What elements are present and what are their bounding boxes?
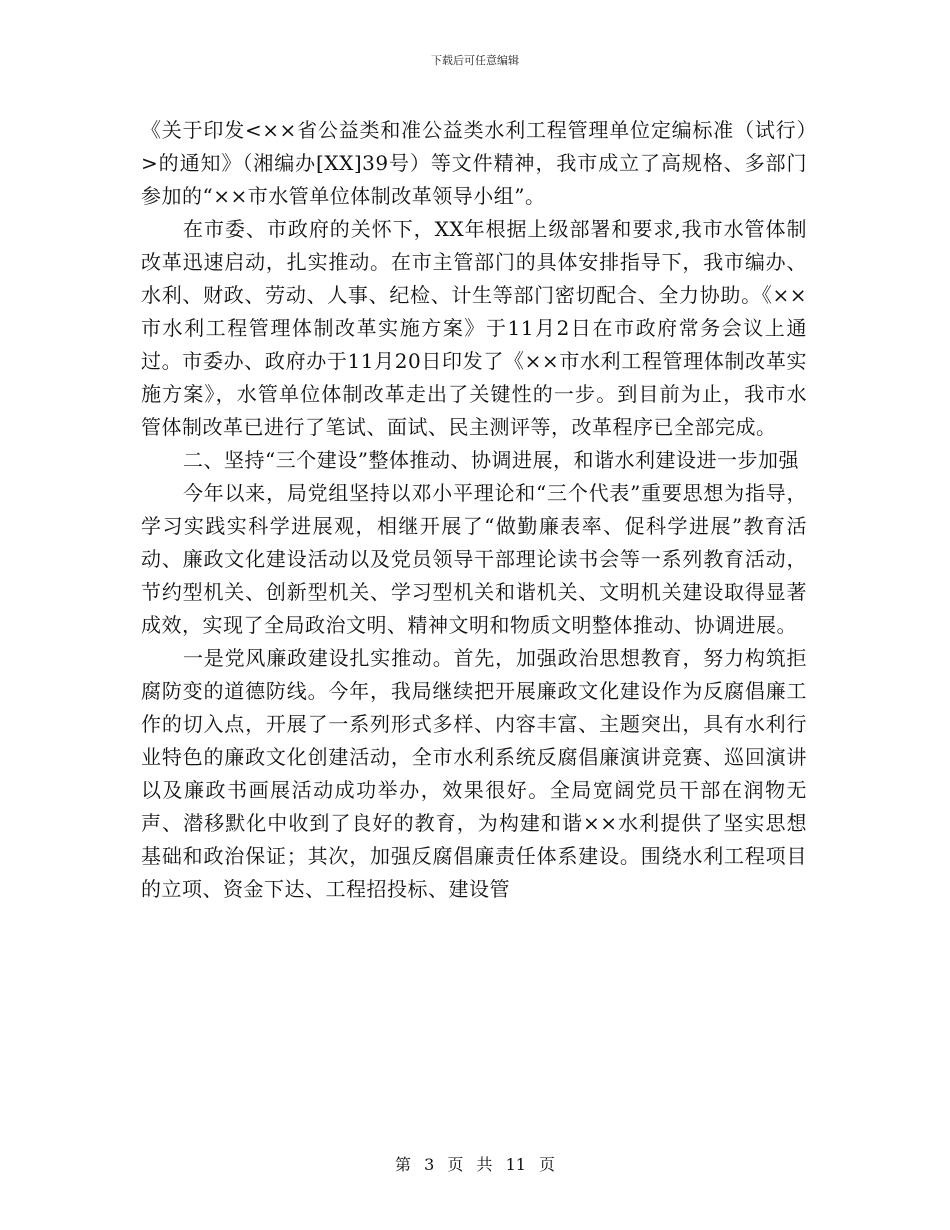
paragraph-2: 在市委、市政府的关怀下，XX年根据上级部署和要求,我市水管体制改革迅速启动，扎实推动。在市主管部门的具体安排指导下，我市编办、水利、财政、劳动、人事、纪检、计生等部门密切配合、全力协助。《××市水利工程管理体制改革实施方案》于11月2日在市政府常务会议上通过。市委办、政府办于11月20日印发了《××市水利工程管理体制改革实施方案》，水管单位体制改革走出了关键性的一步。到目前为止，我市水管体制改革已进行了笔试、面试、民主测评等，改革程序已全部完成。: [141, 217, 807, 439]
document-body: [141, 114, 807, 906]
footer-prefix: 第: [394, 1155, 411, 1174]
section-heading: 二、坚持“三个建设”整体推动、协调进展，和谐水利建设进一步加强: [183, 448, 799, 472]
footer-page-word: 页: [447, 1155, 464, 1174]
paragraph-1: 《关于印发<××省公益类和准公益类水利工程管理单位定编标准（试行）>的通知》（湘编办[XX]39号）等文件精神，我市成立了高规格、多部门参加的“××市水管单位体制改革领导小组”。: [141, 118, 807, 208]
page-footer: [0, 1155, 950, 1175]
page-header: 下载后可任意编辑: [431, 54, 519, 67]
footer-total-pages: 11: [505, 1155, 526, 1174]
footer-total-word: 共: [476, 1155, 493, 1174]
paragraph-3: 今年以来，局党组坚持以邓小平理论和“三个代表”重要思想为指导，学习实践实科学进展观，相继开展了“做勤廉表率、促科学进展”教育活动、廉政文化建设活动以及党员领导干部理论读书会等一系列教育活动，节约型机关、创新型机关、学习型机关和谐机关、文明机关建设取得显著成效，实现了全局政治文明、精神文明和物质文明整体推动、协调进展。: [141, 481, 807, 637]
footer-suffix: 页: [539, 1155, 556, 1174]
footer-current-page: 3: [424, 1155, 435, 1174]
paragraph-4: 一是党风廉政建设扎实推动。首先，加强政治思想教育，努力构筑拒腐防变的道德防线。今年，我局继续把开展廉政文化建设作为反腐倡廉工作的切入点，开展了一系列形式多样、内容丰富、主题突出，具有水利行业特色的廉政文化创建活动，全市水利系统反腐倡廉演讲竞赛、巡回演讲以及廉政书画展活动成功举办，效果很好。全局宽阔党员干部在润物无声、潜移默化中收到了良好的教育，为构建和谐××水利提供了坚实思想基础和政治保证；其次，加强反腐倡廉责任体系建设。围绕水利工程项目的立项、资金下达、工程招投标、建设管: [141, 646, 807, 901]
